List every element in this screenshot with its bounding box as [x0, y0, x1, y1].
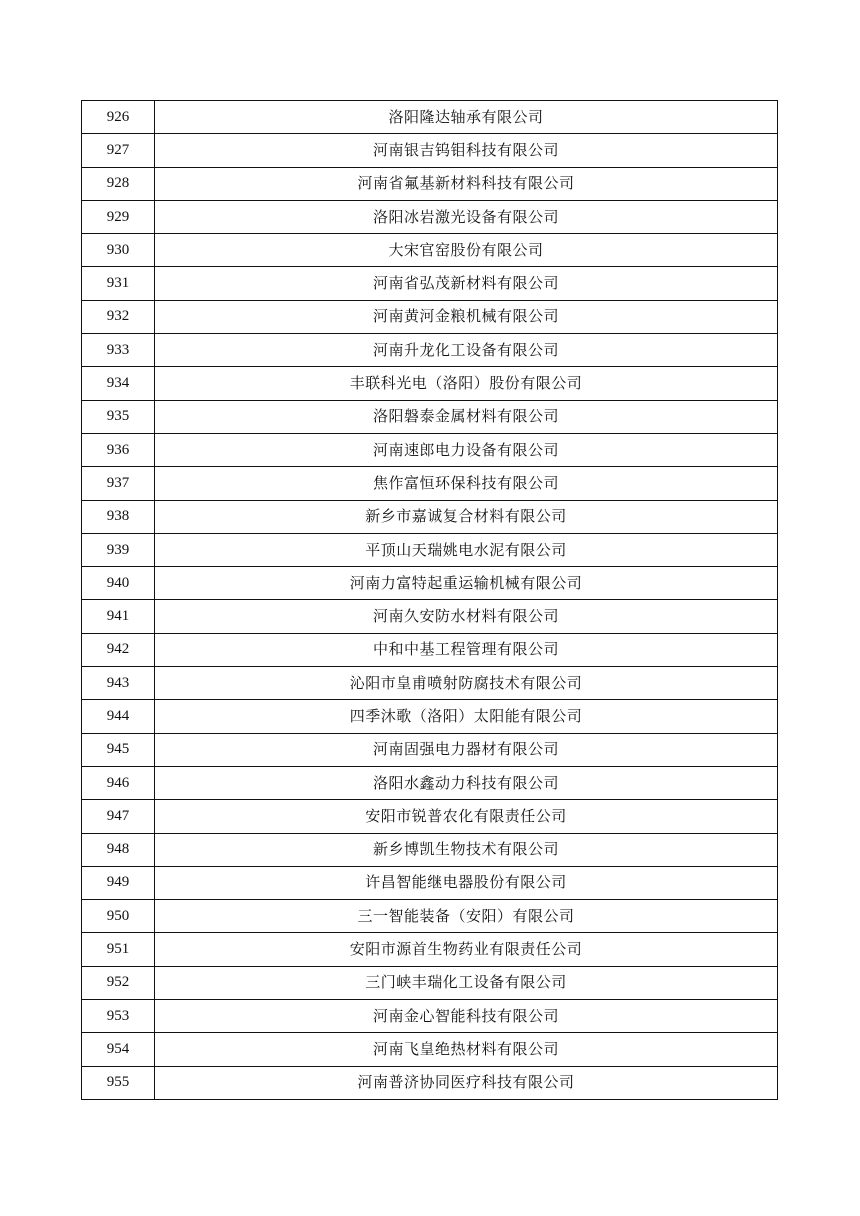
row-number: 950 — [82, 900, 155, 933]
row-number: 936 — [82, 433, 155, 466]
table-row — [82, 134, 778, 167]
table-row — [82, 900, 778, 933]
table-row — [82, 200, 778, 233]
table-row — [82, 334, 778, 367]
row-number: 942 — [82, 633, 155, 666]
table-row — [82, 667, 778, 700]
row-number: 932 — [82, 300, 155, 333]
row-number: 928 — [82, 167, 155, 200]
row-number: 943 — [82, 667, 155, 700]
company-name: 安阳市源首生物药业有限责任公司 — [155, 933, 778, 966]
company-name: 三门峡丰瑞化工设备有限公司 — [155, 966, 778, 999]
table-row — [82, 833, 778, 866]
table-row — [82, 567, 778, 600]
row-number: 948 — [82, 833, 155, 866]
company-name: 沁阳市皇甫喷射防腐技术有限公司 — [155, 667, 778, 700]
row-number: 933 — [82, 334, 155, 367]
row-number: 947 — [82, 800, 155, 833]
row-number: 951 — [82, 933, 155, 966]
row-number: 939 — [82, 533, 155, 566]
table-row — [82, 933, 778, 966]
table-row — [82, 400, 778, 433]
company-name: 河南黄河金粮机械有限公司 — [155, 300, 778, 333]
table-row — [82, 1000, 778, 1033]
table-row — [82, 234, 778, 267]
table-row — [82, 367, 778, 400]
row-number: 955 — [82, 1066, 155, 1099]
table-row — [82, 800, 778, 833]
table-row — [82, 633, 778, 666]
row-number: 926 — [82, 101, 155, 134]
row-number: 941 — [82, 600, 155, 633]
company-name: 三一智能装备（安阳）有限公司 — [155, 900, 778, 933]
company-name: 洛阳磐泰金属材料有限公司 — [155, 400, 778, 433]
company-name: 新乡市嘉诚复合材料有限公司 — [155, 500, 778, 533]
company-name: 河南固强电力器材有限公司 — [155, 733, 778, 766]
row-number: 935 — [82, 400, 155, 433]
table-row — [82, 966, 778, 999]
company-name: 河南力富特起重运输机械有限公司 — [155, 567, 778, 600]
company-name: 河南银吉钨钼科技有限公司 — [155, 134, 778, 167]
table-row — [82, 733, 778, 766]
table-row — [82, 433, 778, 466]
company-name: 河南省氟基新材料科技有限公司 — [155, 167, 778, 200]
table-row — [82, 101, 778, 134]
table-row — [82, 300, 778, 333]
company-name: 四季沐歌（洛阳）太阳能有限公司 — [155, 700, 778, 733]
company-name: 河南速郎电力设备有限公司 — [155, 433, 778, 466]
company-name: 河南普济协同医疗科技有限公司 — [155, 1066, 778, 1099]
row-number: 938 — [82, 500, 155, 533]
table-row — [82, 700, 778, 733]
company-name: 大宋官窑股份有限公司 — [155, 234, 778, 267]
company-name: 河南升龙化工设备有限公司 — [155, 334, 778, 367]
company-name: 洛阳冰岩激光设备有限公司 — [155, 200, 778, 233]
table-row — [82, 1066, 778, 1099]
row-number: 937 — [82, 467, 155, 500]
company-name: 新乡博凯生物技术有限公司 — [155, 833, 778, 866]
row-number: 953 — [82, 1000, 155, 1033]
company-name: 河南飞皇绝热材料有限公司 — [155, 1033, 778, 1066]
company-name: 河南金心智能科技有限公司 — [155, 1000, 778, 1033]
row-number: 946 — [82, 766, 155, 799]
row-number: 945 — [82, 733, 155, 766]
row-number: 952 — [82, 966, 155, 999]
row-number: 931 — [82, 267, 155, 300]
table-row — [82, 167, 778, 200]
company-name: 安阳市锐普农化有限责任公司 — [155, 800, 778, 833]
table-row — [82, 866, 778, 899]
table-body — [82, 101, 778, 1100]
company-name: 洛阳水鑫动力科技有限公司 — [155, 766, 778, 799]
table-row — [82, 533, 778, 566]
company-list-table — [81, 100, 778, 1100]
row-number: 929 — [82, 200, 155, 233]
table-row — [82, 1033, 778, 1066]
table-row — [82, 766, 778, 799]
row-number: 954 — [82, 1033, 155, 1066]
row-number: 949 — [82, 866, 155, 899]
row-number: 927 — [82, 134, 155, 167]
table-row — [82, 600, 778, 633]
company-name: 河南久安防水材料有限公司 — [155, 600, 778, 633]
table-row — [82, 467, 778, 500]
company-name: 许昌智能继电器股份有限公司 — [155, 866, 778, 899]
company-name: 洛阳隆达轴承有限公司 — [155, 101, 778, 134]
table-row — [82, 267, 778, 300]
company-name: 河南省弘茂新材料有限公司 — [155, 267, 778, 300]
table-row — [82, 500, 778, 533]
row-number: 944 — [82, 700, 155, 733]
row-number: 940 — [82, 567, 155, 600]
company-name: 丰联科光电（洛阳）股份有限公司 — [155, 367, 778, 400]
company-name: 中和中基工程管理有限公司 — [155, 633, 778, 666]
company-name: 平顶山天瑞姚电水泥有限公司 — [155, 533, 778, 566]
company-name: 焦作富恒环保科技有限公司 — [155, 467, 778, 500]
row-number: 930 — [82, 234, 155, 267]
row-number: 934 — [82, 367, 155, 400]
